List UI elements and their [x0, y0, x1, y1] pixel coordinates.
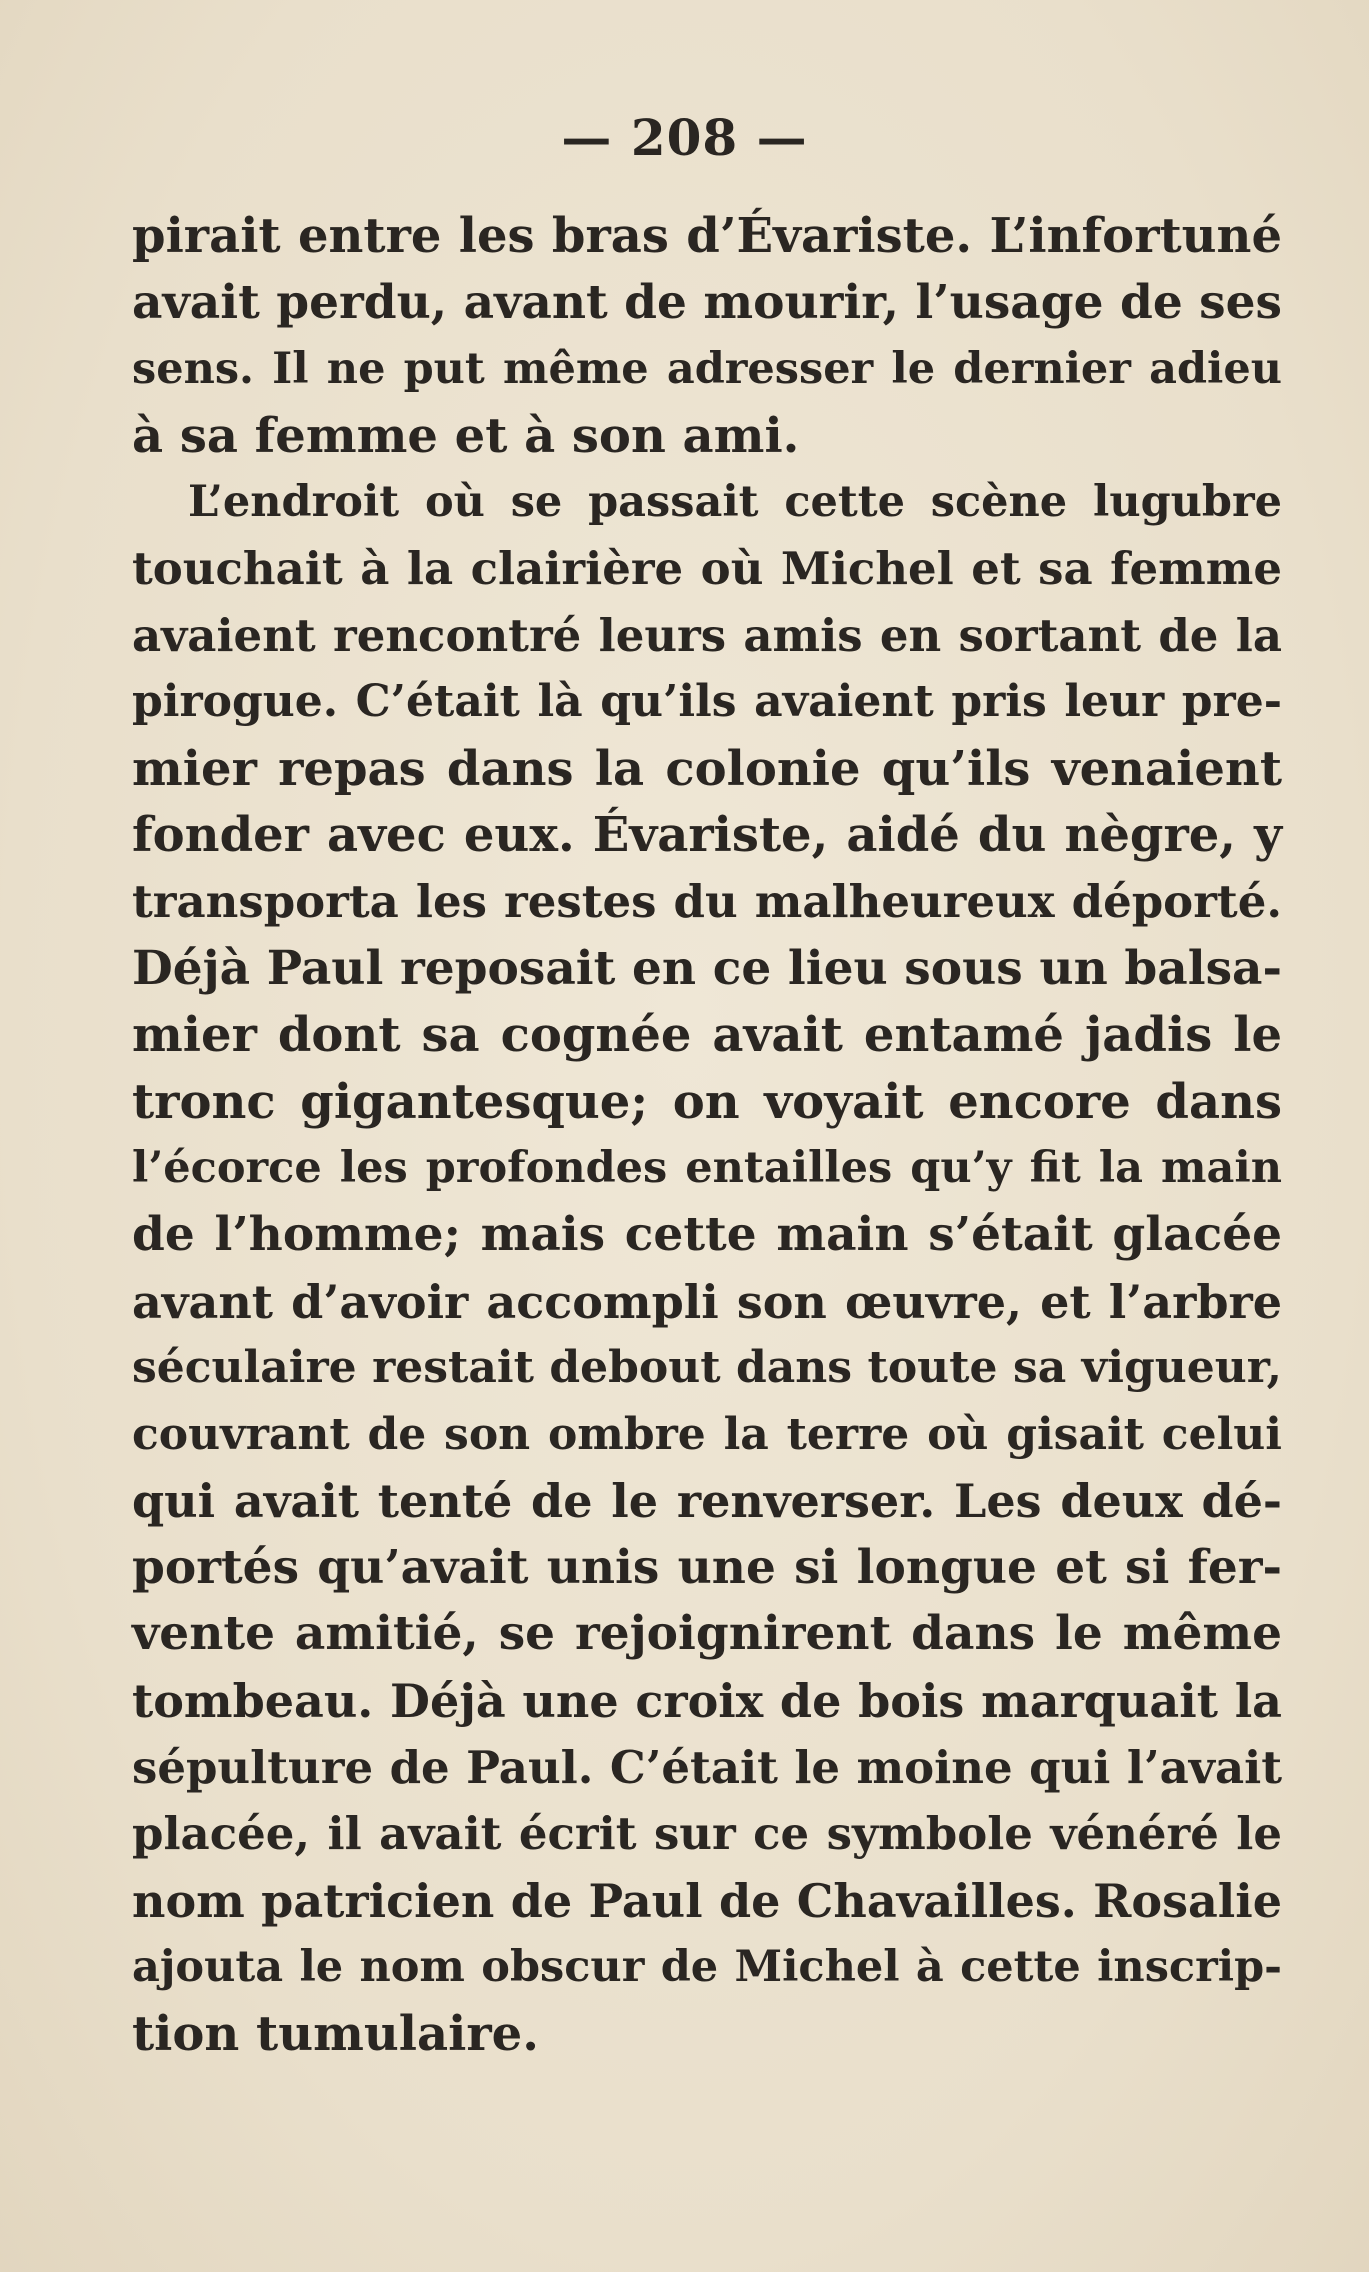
text-line: avaient rencontré leurs amis en sortant de la: [132, 608, 1282, 662]
text-line: l’écorce les profondes entailles qu’y fit la main: [132, 1143, 1282, 1194]
text-line: séculaire restait debout dans toute sa vigueur,: [132, 1342, 1282, 1394]
text-line: de l’homme; mais cette main s’était glacée: [132, 1206, 1282, 1262]
text-line: tion tumulaire.: [132, 2006, 539, 2063]
text-line: portés qu’avait unis une si longue et si fer-: [132, 1539, 1282, 1595]
text-line: pirogue. C’était là qu’ils avaient pris leur pre-: [132, 676, 1282, 728]
text-line: sens. Il ne put même adresser le dernier adieu: [132, 344, 1282, 395]
text-line: ajouta le nom obscur de Michel à cette inscrip-: [132, 1942, 1282, 1993]
text-line: sépulture de Paul. C’était le moine qui l’avait: [132, 1740, 1282, 1794]
text-line: vente amitié, se rejoignirent dans le même: [132, 1606, 1282, 1662]
page-number: — 208 —: [561, 108, 808, 167]
text-line: tombeau. Déjà une croix de bois marquait la: [132, 1674, 1282, 1729]
text-line: tronc gigantesque; on voyait encore dans: [132, 1073, 1282, 1130]
text-line: fonder avec eux. Évariste, aidé du nègre, y: [132, 807, 1282, 864]
text-line: avant d’avoir accompli son œuvre, et l’arbre: [132, 1274, 1282, 1329]
text-line: Déjà Paul reposait en ce lieu sous un balsa-: [132, 940, 1282, 996]
text-line: transporta les restes du malheureux déporté.: [132, 874, 1282, 928]
text-line: à sa femme et à son ami.: [132, 407, 800, 464]
text-line: nom patricien de Paul de Chavailles. Rosalie: [132, 1873, 1282, 1928]
text-line: mier dont sa cognée avait entamé jadis le: [132, 1007, 1282, 1064]
body-text: [132, 203, 1282, 2068]
text-line: qui avait tenté de le renverser. Les deux dé-: [132, 1474, 1282, 1529]
text-line: placée, il avait écrit sur ce symbole vénéré le: [132, 1807, 1282, 1861]
text-line: pirait entre les bras d’Évariste. L’infortuné: [132, 208, 1282, 264]
text-line: avait perdu, avant de mourir, l’usage de ses: [132, 274, 1282, 330]
text-line: touchait à la clairière où Michel et sa femme: [132, 541, 1282, 595]
text-line: L’endroit où se passait cette scène lugubre: [188, 477, 1282, 528]
text-line: mier repas dans la colonie qu’ils venaient: [132, 740, 1282, 797]
text-line: couvrant de son ombre la terre où gisait celui: [132, 1408, 1282, 1460]
